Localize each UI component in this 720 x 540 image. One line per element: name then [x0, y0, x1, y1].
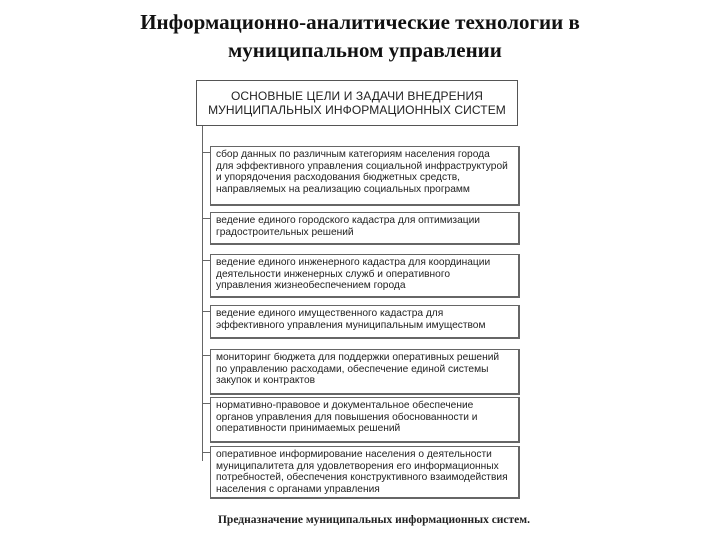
- diagram-connector-line: [202, 311, 210, 312]
- diagram-connector-line: [202, 260, 210, 261]
- diagram-item-line: нормативно-правовое и документальное обеспечение: [216, 400, 474, 411]
- diagram-item-box: [210, 305, 520, 339]
- diagram-item-line: для эффективного управления социальной инфраструктурой: [216, 160, 508, 172]
- diagram-connector-line: [202, 218, 210, 219]
- diagram-connector-line: [202, 403, 210, 404]
- diagram-item-line: оперативное информирование населения о деятельности: [216, 449, 492, 460]
- diagram-item-line: сбор данных по различным категориям населения города: [216, 149, 490, 160]
- diagram-item-line: мониторинг бюджета для поддержки оперативных решений: [216, 352, 500, 363]
- diagram-item-line: муниципалитета для удовлетворения его информационных: [216, 460, 499, 472]
- diagram-item-line: населения с органами управления: [216, 483, 380, 495]
- diagram-item-line: ведение единого городского кадастра для оптимизации: [216, 215, 480, 226]
- diagram-item-line: эффективного управления муниципальным имуществом: [216, 319, 486, 331]
- diagram-item-line: оперативности принимаемых решений: [216, 423, 401, 435]
- diagram-item-box: [210, 146, 520, 206]
- diagram-item-box: [210, 349, 520, 395]
- diagram-trunk-line: [202, 126, 203, 461]
- diagram-item-line: органов управления для повышения обоснованности и: [216, 411, 478, 423]
- diagram-item-line: ведение единого имущественного кадастра для: [216, 308, 444, 319]
- diagram-connector-line: [202, 355, 210, 356]
- diagram-item-box: [210, 212, 520, 245]
- slide-title-line-1: Информационно-аналитические технологии в: [140, 10, 580, 34]
- diagram-connector-line: [202, 152, 210, 153]
- diagram-item-line: и упорядочения расходования бюджетных средств,: [216, 172, 460, 184]
- diagram-item-line: по управлению расходами, обеспечение единой системы: [216, 363, 489, 375]
- figure-caption: Предназначение муниципальных информационных систем.: [217, 514, 530, 526]
- diagram-header-line-1: ОСНОВНЫЕ ЦЕЛИ И ЗАДАЧИ ВНЕДРЕНИЯ: [230, 89, 484, 103]
- diagram-item-line: ведение единого инженерного кадастра для координации: [216, 257, 491, 268]
- diagram-item-line: управления жизнеобеспечением города: [216, 280, 406, 292]
- slide-title-line-2: муниципальном управлении: [228, 38, 502, 62]
- slide-title: [0, 8, 720, 64]
- diagram-item-box: [210, 446, 520, 499]
- diagram-item-line: деятельности инженерных служб и оперативного: [216, 268, 450, 280]
- diagram-item-line: закупок и контрактов: [216, 375, 316, 387]
- diagram-connector-line: [202, 452, 210, 453]
- diagram-item-line: потребностей, обеспечения конструктивного взаимодействия: [216, 472, 508, 484]
- diagram-item-line: направляемых на реализацию социальных программ: [216, 183, 470, 195]
- diagram-item-box: [210, 397, 520, 443]
- diagram-item-line: градостроительных решений: [216, 226, 354, 238]
- diagram-header-box: [196, 80, 518, 126]
- diagram-item-box: [210, 254, 520, 298]
- diagram-header-line-2: МУНИЦИПАЛЬНЫХ ИНФОРМАЦИОННЫХ СИСТЕМ: [208, 103, 506, 117]
